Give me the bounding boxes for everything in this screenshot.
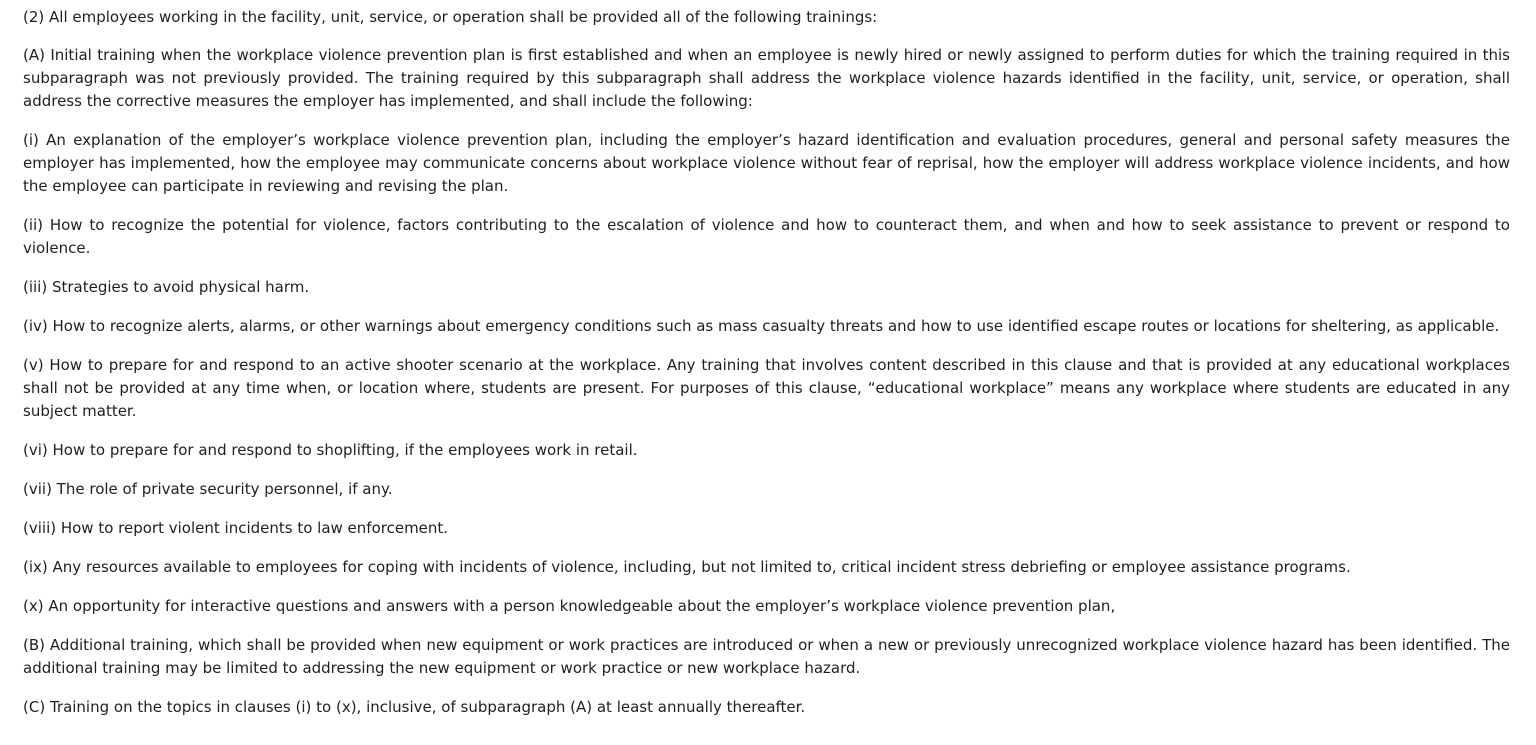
document-body [23,6,1510,719]
subparagraph-B: (B) Additional training, which shall be provided when new equipment or work practices are introduced or when a new or previously unrecognized workplace violence hazard has been identified. The additional training may be limited to addressing the new equipment or work practice or new workplace hazard. [23,636,1510,677]
clause-iii: (iii) Strategies to avoid physical harm. [23,278,310,296]
clause-x: (x) An opportunity for interactive questions and answers with a person knowledgeable about the employer’s workplace violence prevention plan, [23,597,1116,615]
paragraph-2-intro: (2) All employees working in the facility, unit, service, or operation shall be provided all of the following trainings: [23,8,878,26]
clause-i: (i) An explanation of the employer’s workplace violence prevention plan, including the employer’s hazard identification and evaluation procedures, general and personal safety measures the employer has implemented, how the employee may communicate concerns about workplace violence without fear of reprisal, how the employer will address workplace violence incidents, and how the employee can participate in reviewing and revising the plan. [23,131,1510,195]
clause-vii: (vii) The role of private security personnel, if any. [23,480,393,498]
clause-ii: (ii) How to recognize the potential for violence, factors contributing to the escalation of violence and how to counteract them, and when and how to seek assistance to prevent or respond to violence. [23,216,1510,257]
subparagraph-C: (C) Training on the topics in clauses (i) to (x), inclusive, of subparagraph (A) at least annually thereafter. [23,698,806,716]
subparagraph-A: (A) Initial training when the workplace violence prevention plan is first established and when an employee is newly hired or newly assigned to perform duties for which the training required in this subparagraph was not previously provided. The training required by this subparagraph shall address the workplace violence hazards identified in the facility, unit, service, or operation, shall address the corrective measures the employer has implemented, and shall include the following: [23,46,1510,110]
clause-viii: (viii) How to report violent incidents to law enforcement. [23,519,449,537]
clause-vi: (vi) How to prepare for and respond to shoplifting, if the employees work in retail. [23,441,638,459]
clause-v: (v) How to prepare for and respond to an active shooter scenario at the workplace. Any training that involves content described in this clause and that is provided at any educational workplaces shall not be provided at any time when, or location where, students are present. For purposes of this clause, “educational workplace” means any workplace where students are educated in any subject matter. [23,356,1510,420]
clause-iv: (iv) How to recognize alerts, alarms, or other warnings about emergency conditions such as mass casualty threats and how to use identified escape routes or locations for sheltering, as applicable. [23,317,1500,335]
clause-ix: (ix) Any resources available to employees for coping with incidents of violence, including, but not limited to, critical incident stress debriefing or employee assistance programs. [23,558,1351,576]
